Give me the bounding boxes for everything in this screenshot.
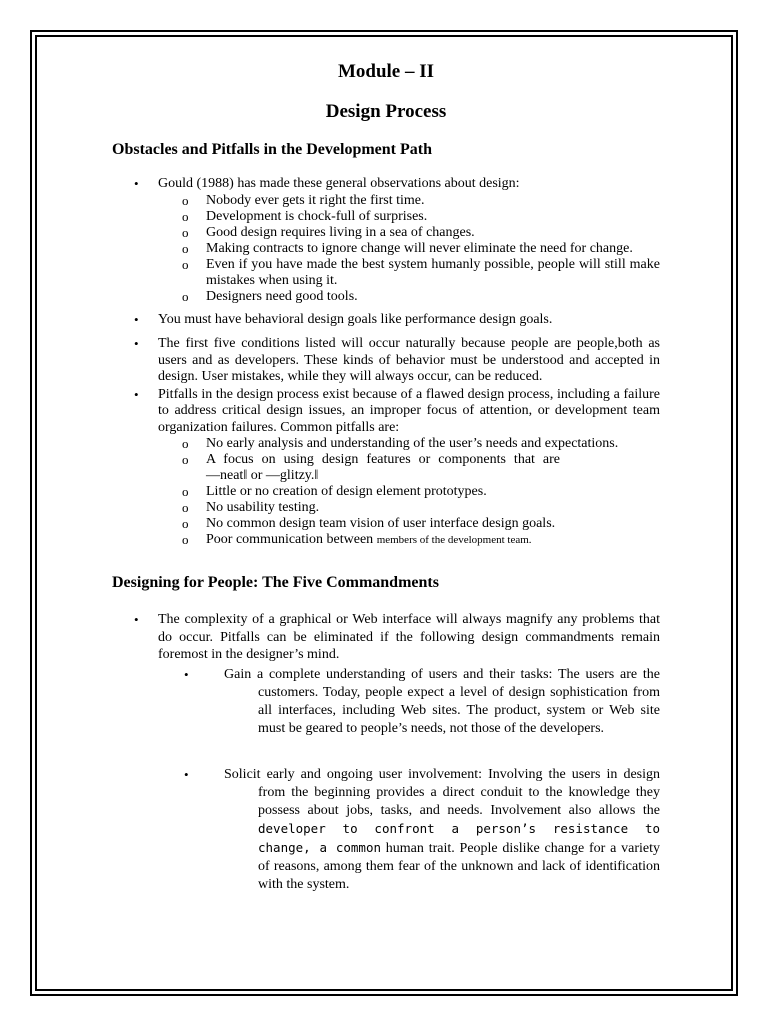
- list-item: [112, 336, 660, 386]
- section-heading-commandments: Designing for People: The Five Commandments: [112, 574, 439, 591]
- document-content: [112, 56, 660, 894]
- list-item: o Making contracts to ignore change will never eliminate the need for change.: [182, 240, 633, 256]
- circle-bullet-icon: o: [182, 532, 189, 547]
- list-item: o Poor communication between members of the development team.: [182, 532, 532, 547]
- list-item: [112, 176, 660, 305]
- bullet-icon: •: [134, 612, 139, 627]
- circle-bullet-icon: o: [182, 192, 189, 208]
- list-item: [112, 611, 660, 664]
- behavioral-goals: You must have behavioral design goals like performance design goals.: [158, 311, 553, 327]
- list-item: o Good design requires living in a sea of changes.: [182, 224, 475, 240]
- commandments-sublist: [158, 666, 660, 894]
- list-item: • Solicit early and ongoing user involvement: Involving the users in design from the beginning provides a direct conduit to the knowledge they possess about jobs, tasks, and needs. Involvement also allows the developer to confront a person’s resistance to change, a common human trait. People dislike change for a variety of reasons, among them fear of the unknown and lack of identification with the system.: [184, 766, 660, 892]
- pitfalls-sublist: [112, 436, 660, 548]
- circle-bullet-icon: o: [182, 484, 189, 499]
- circle-bullet-icon: o: [182, 516, 189, 531]
- list-item: o Nobody ever gets it right the first time.: [182, 192, 425, 208]
- bullet-icon: •: [184, 766, 189, 782]
- bullet-icon: •: [134, 386, 139, 402]
- list-item: o Development is chock-full of surprises.: [182, 208, 428, 224]
- gould-intro: Gould (1988) has made these general observations about design:: [158, 176, 520, 191]
- circle-bullet-icon: o: [182, 500, 189, 515]
- list-item: o A focus on using design features or components that are ―neat‖ or ―glitzy.‖: [182, 452, 560, 483]
- bullet-icon: •: [134, 311, 139, 327]
- module-title: Module – II: [337, 61, 435, 82]
- list-item: o Even if you have made the best system humanly possible, people will still make mistakes when using it.: [182, 256, 660, 288]
- gould-sublist: [112, 193, 660, 305]
- circle-bullet-icon: o: [182, 256, 189, 272]
- chapter-title: Design Process: [325, 101, 447, 122]
- circle-bullet-icon: o: [182, 240, 189, 256]
- circle-bullet-icon: o: [182, 224, 189, 240]
- first-five-conditions: The first five conditions listed will occur naturally because people are people,both as users and as developers. These kinds of behavior must be understood and accepted in design. User mistakes, while they will always occur, can be reduced.: [158, 336, 660, 384]
- bullet-icon: •: [134, 336, 139, 351]
- list-item: o No usability testing.: [182, 500, 320, 515]
- circle-bullet-icon: o: [182, 436, 189, 451]
- list-item: [158, 666, 660, 738]
- obstacles-list: [112, 176, 660, 548]
- bullet-icon: •: [134, 176, 139, 191]
- bullet-icon: •: [184, 666, 189, 682]
- pitfalls-intro: Pitfalls in the design process exist because of a flawed design process, including a failure to address critical design issues, an improper focus of attention, or development team organization failures. Common pitfalls are:: [158, 386, 660, 435]
- section-heading-obstacles: Obstacles and Pitfalls in the Development Path: [112, 141, 432, 158]
- list-item: [112, 387, 660, 549]
- commandments-intro: The complexity of a graphical or Web interface will always magnify any problems that do occur. Pitfalls can be eliminated if the following design commandments remain foremost in the designer’s mind.: [158, 612, 660, 662]
- commandments-list: [112, 611, 660, 664]
- list-item: o No early analysis and understanding of the user’s needs and expectations.: [182, 436, 619, 451]
- commandment-understand-users: Gain a complete understanding of users and their tasks: The users are the customers. Today, people expect a level of design sophistication from all interfaces, including Web sites. The product, system or Web site must be geared to people’s needs, not those of the developers.: [224, 666, 660, 736]
- commandment-user-involvement: Solicit early and ongoing user involvement: Involving the users in design from the beginning provides a direct conduit to the knowledge they possess about jobs, tasks, and needs. Involvement also allows the: [224, 766, 660, 818]
- list-item: [112, 312, 660, 329]
- list-item: o Little or no creation of design element prototypes.: [182, 484, 487, 499]
- circle-bullet-icon: o: [182, 452, 189, 467]
- list-item: o No common design team vision of user interface design goals.: [182, 516, 556, 531]
- circle-bullet-icon: o: [182, 208, 189, 224]
- circle-bullet-icon: o: [182, 288, 189, 304]
- list-item: o Designers need good tools.: [182, 288, 358, 304]
